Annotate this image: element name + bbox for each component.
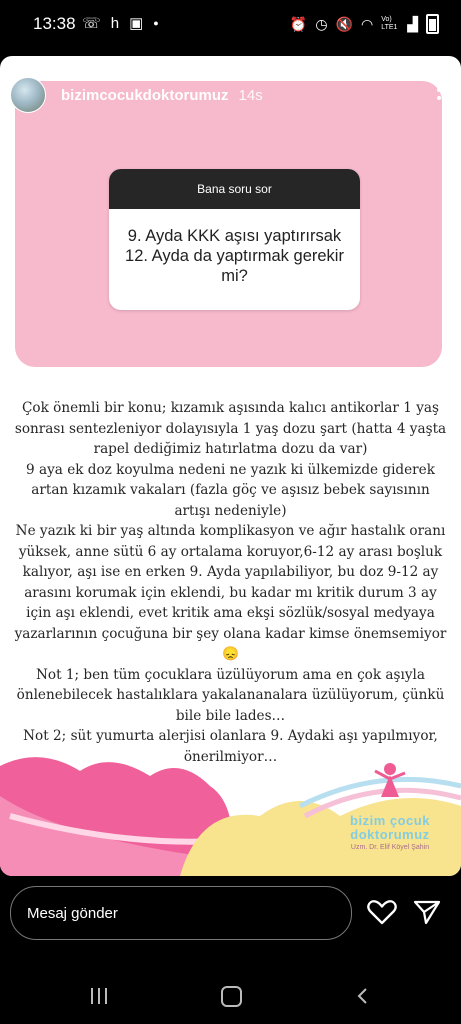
username[interactable]: bizimcocukdoktorumuz [61,86,229,104]
brand-name-line2: doktorumuz [350,827,430,842]
h-icon: h [110,14,120,32]
story-header [10,73,263,117]
time-ago: 14s [238,86,263,104]
notification-icons [82,14,159,32]
answer-paragraph: Not 2; süt yumurta alerjisi olanlara 9. Aydaki aşı yapılmıyor, önerilmiyor… [23,728,438,765]
whatsapp-icon: ☏ [82,15,101,32]
network-label: Vo) LTE1 [381,16,398,31]
question-sticker-header: Bana soru sor [109,169,360,209]
story-view[interactable] [0,56,461,876]
mute-icon: 🔇 [335,15,353,32]
question-sticker [109,169,360,310]
answer-paragraph: Ne yazık ki bir yaş altında komplikasyon ve ağır hastalık oranı yüksek, anne sütü 6 ay ortalama koruyor,6-12 ay arası boşluk kalıyor, aşı ise en erken 9. Ayda yapılabiliyor, bu doz 9-12 ay arasını korumak için eklendi, bu kadar mı kritik durum 3 ay için aşı eklendi, evet kritik ama ekşi sözlük/sosyal medyaya yazarlarının çocuğuna bir şey olana kadar kimse önemsemiyor😞 [14,523,447,662]
gallery-icon: ▣ [129,15,144,32]
status-bar [0,0,461,52]
story-progress-bar [10,61,451,64]
back-icon[interactable] [356,988,370,1004]
alarm-clock-icon: ◷ [315,15,328,32]
answer-paragraph: 9 aya ek doz koyulma nedeni ne yazık ki ülkemizde giderek artan kızamık vakaları (fazla göç ve aşısız bebek sayısının artışı nedeniyle) [26,461,435,519]
home-icon[interactable] [221,986,242,1007]
wifi-icon: ◠ [361,15,374,32]
message-input-placeholder: Mesaj gönder [27,904,118,922]
brand-subtitle: Uzm. Dr. Elif Köyel Şahin [350,844,430,851]
recent-apps-icon[interactable] [91,988,111,1004]
more-options-icon[interactable] [437,80,443,102]
send-icon[interactable] [413,899,441,925]
answer-paragraph: Çok önemli bir konu; kızamık aşısında kalıcı antikorlar 1 yaş sonrası sentezleniyor dolayısıyla 1 yaş dozu şart (hatta 4 yaşta rapel dediğimiz hatırlatma dozu da var) [14,400,447,457]
answer-text [12,398,449,767]
brand-logo [330,761,450,851]
child-figure-icon [369,761,411,803]
alarm-icon: ⏰ [289,15,308,32]
message-input[interactable] [10,886,352,940]
signal-icon: ▟ [407,15,418,32]
status-time: 13:38 [33,14,76,33]
system-icons [290,14,439,34]
avatar[interactable] [10,77,46,113]
dot-icon: ● [153,18,159,28]
story-progress-fill [10,61,451,64]
question-text: 9. Ayda KKK aşısı yaptırırsak 12. Ayda da yaptırmak gerekir mi? [125,227,344,285]
heart-icon[interactable] [367,899,397,925]
answer-paragraph: Not 1; ben tüm çocuklara üzülüyorum ama en çok aşıyla önlenebilecek hastalıklara yakalananalara üzülüyorum, çünkü bile bile lades… [16,666,445,724]
brand-name-line1: bizim çocuk [350,813,430,828]
system-navigation-bar [0,965,461,1024]
battery-icon [426,14,439,34]
